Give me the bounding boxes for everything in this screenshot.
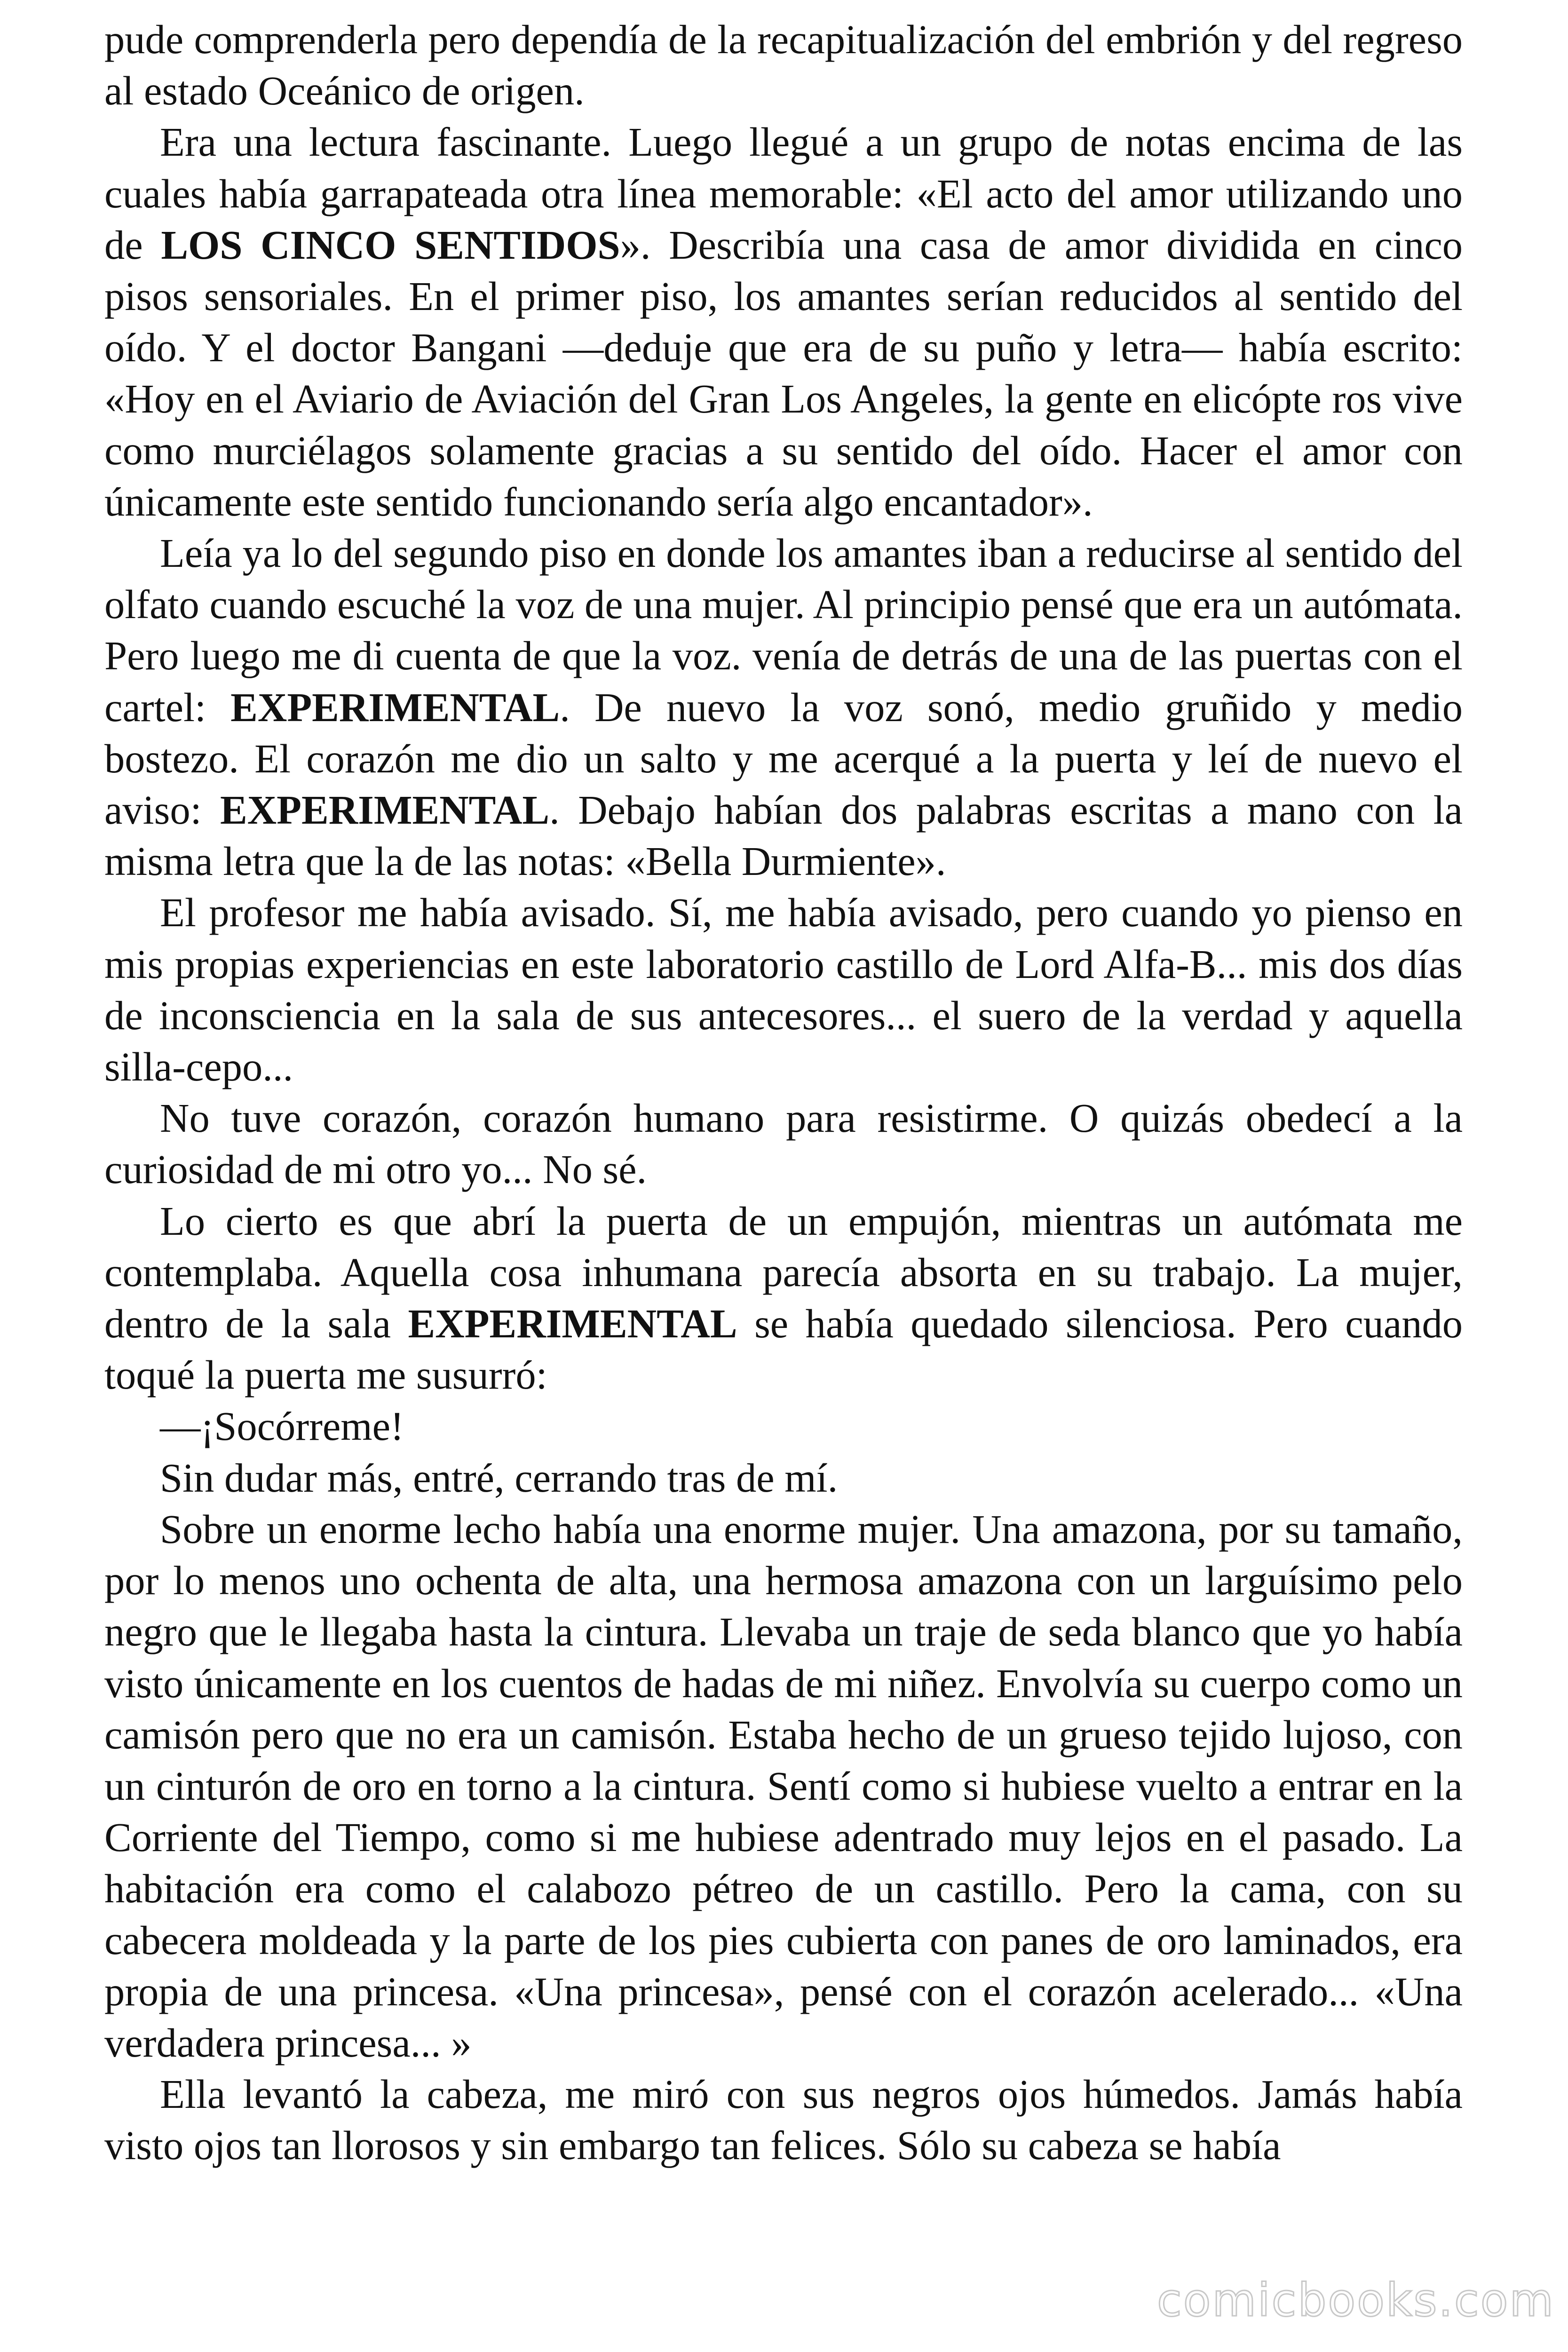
text-run: Sobre un enorme lecho había una enorme mujer. Una amazona, por su tamaño, por lo menos uno ochenta de alta, una hermosa amazona con un larguísimo pelo negro que le llegaba hasta la cintura. Llevaba un traje de seda blanco que yo había visto únicamente en los cuentos de hadas de mi niñez. Envolvía su cuerpo como un camisón pero que no era un camisón. Estaba hecho de un grueso tejido lujoso, con un cinturón de oro en torno a la cintura. Sentí como si hubiese vuelto a entrar en la Corriente del Tiempo, como si me hubiese adentrado muy lejos en el pasado. La habitación era como el calabozo pétreo de un castillo. Pero la cama, con su cabecera moldeada y la parte de los pies cubierta con panes de oro laminados, era propia de una princesa. «Una princesa», pensé con el corazón acelerado... «Una verdadera princesa... » [104,1506,1463,2066]
bold-text: EXPERIMENTAL [230,684,560,730]
watermark: comicbooks.com [1156,2274,1555,2327]
paragraph [104,887,1463,1093]
paragraph [104,1093,1463,1195]
paragraph [104,2069,1463,2171]
paragraph [104,1196,1463,1401]
text-run: No tuve corazón, corazón humano para resistirme. O quizás obedecí a la curiosidad de mi otro yo... No sé. [104,1096,1463,1192]
paragraph [104,117,1463,528]
paragraph [104,1504,1463,2069]
text-run: pude comprenderla pero dependía de la recapitualización del embrión y del regreso al estado Oceánico de origen. [104,17,1463,114]
bold-text: LOS CINCO SENTIDOS [161,222,620,268]
text-run: ». Describía una casa de amor dividida en cinco pisos sensoriales. En el primer piso, los amantes serían reducidos al sentido del oído. Y el doctor Bangani —deduje que era de su puño y letra— había escrito: «Hoy en el Aviario de Aviación del Gran Los Angeles, la gente en elicópte ros vive como murciélagos solamente gracias a su sentido del oído. Hacer el amor con únicamente este sentido funcionando sería algo encantador». [104,222,1463,524]
text-run: Era una lectura fascinante. Luego llegué a un grupo de notas encima de las cuales había garrapateada otra línea memorable: «El acto del amor utilizando uno de [104,119,1463,268]
body-text [104,14,1463,2172]
text-run: se había quedado silenciosa. Pero cuando toqué la puerta me susurró: [104,1301,1463,1398]
paragraph [104,14,1463,117]
text-run: . De nuevo la voz sonó, medio gruñido y medio bostezo. El corazón me dio un salto y me acerqué a la puerta y leí de nuevo el aviso: [104,684,1463,833]
document-page [104,14,1463,2172]
paragraph [104,1401,1463,1452]
text-run: El profesor me había avisado. Sí, me había avisado, pero cuando yo pienso en mis propias experiencias en este laboratorio castillo de Lord Alfa-B... mis dos días de inconsciencia en la sala de sus antecesores... el suero de la verdad y aquella silla-cepo... [104,890,1463,1090]
text-run: Ella levantó la cabeza, me miró con sus negros ojos húmedos. Jamás había visto ojos tan llorosos y sin embargo tan felices. Sólo su cabeza se había [104,2072,1463,2169]
text-run: . Debajo habían dos palabras escritas a mano con la misma letra que la de las notas: «Bella Durmiente». [104,787,1463,884]
paragraph [104,528,1463,887]
text-run: Leía ya lo del segundo piso en donde los amantes iban a reducirse al sentido del olfato cuando escuché la voz de una mujer. Al principio pensé que era un autómata. Pero luego me di cuenta de que la voz. venía de detrás de una de las puertas con el cartel: [104,531,1463,730]
bold-text: EXPERIMENTAL [408,1301,737,1347]
text-run: Lo cierto es que abrí la puerta de un empujón, mientras un autómata me contemplaba. Aquella cosa inhumana parecía absorta en su trabajo. La mujer, dentro de la sala [104,1198,1463,1347]
paragraph [104,1453,1463,1504]
text-run: —¡Socórreme! [160,1404,404,1449]
text-run: Sin dudar más, entré, cerrando tras de mí. [160,1455,838,1501]
bold-text: EXPERIMENTAL [220,787,550,833]
